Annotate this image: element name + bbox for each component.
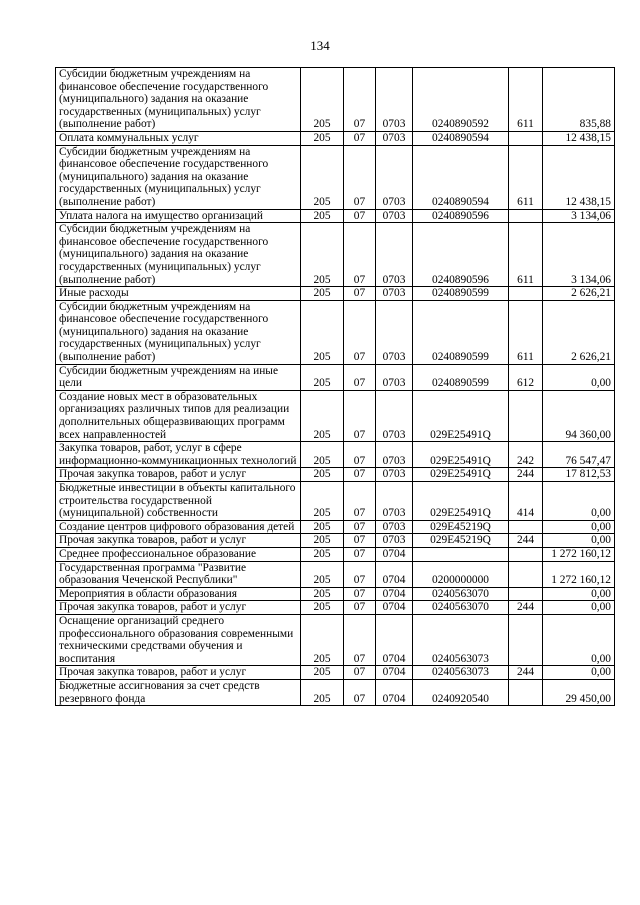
cell-expense-type: 611 <box>509 223 543 287</box>
cell-sum: 0,00 <box>543 587 615 601</box>
cell-target-article: 029E45219Q <box>413 534 509 548</box>
cell-expense-type: 244 <box>509 666 543 680</box>
cell-expense-type <box>509 209 543 223</box>
cell-section: 07 <box>344 287 376 301</box>
table-row <box>56 666 615 680</box>
cell-subsection: 0703 <box>376 131 413 145</box>
table-row <box>56 679 615 705</box>
table-row <box>56 364 615 390</box>
table-row <box>56 561 615 587</box>
cell-name: Субсидии бюджетным учреждениям на финансовое обеспечение государственного (муниципального) задания на оказание государственных (муниципальных) услуг (выполнение работ) <box>56 145 301 209</box>
cell-grbs: 205 <box>301 209 344 223</box>
cell-expense-type <box>509 520 543 534</box>
cell-grbs: 205 <box>301 300 344 364</box>
table-row <box>56 287 615 301</box>
cell-target-article: 029E45219Q <box>413 520 509 534</box>
cell-grbs: 205 <box>301 442 344 468</box>
cell-sum: 0,00 <box>543 520 615 534</box>
cell-sum: 835,88 <box>543 68 615 132</box>
cell-name: Субсидии бюджетным учреждениям на финансовое обеспечение государственного (муниципального) задания на оказание государственных (муниципальных) услуг (выполнение работ) <box>56 68 301 132</box>
cell-section: 07 <box>344 547 376 561</box>
cell-sum: 76 547,47 <box>543 442 615 468</box>
cell-name: Оснащение организаций среднего профессионального образования современными техническими средствами обучения и воспитания <box>56 614 301 665</box>
cell-section: 07 <box>344 364 376 390</box>
cell-name: Иные расходы <box>56 287 301 301</box>
cell-name: Субсидии бюджетным учреждениям на иные цели <box>56 364 301 390</box>
cell-section: 07 <box>344 390 376 441</box>
cell-sum: 0,00 <box>543 614 615 665</box>
cell-target-article: 0240890596 <box>413 209 509 223</box>
cell-subsection: 0703 <box>376 442 413 468</box>
cell-subsection: 0703 <box>376 520 413 534</box>
cell-sum: 3 134,06 <box>543 223 615 287</box>
cell-target-article: 0240890596 <box>413 223 509 287</box>
cell-grbs: 205 <box>301 468 344 482</box>
cell-section: 07 <box>344 561 376 587</box>
cell-section: 07 <box>344 614 376 665</box>
cell-section: 07 <box>344 587 376 601</box>
cell-section: 07 <box>344 601 376 615</box>
cell-expense-type <box>509 679 543 705</box>
cell-sum: 94 360,00 <box>543 390 615 441</box>
table-row <box>56 68 615 132</box>
cell-sum: 1 272 160,12 <box>543 547 615 561</box>
cell-section: 07 <box>344 209 376 223</box>
cell-grbs: 205 <box>301 520 344 534</box>
cell-expense-type <box>509 561 543 587</box>
cell-name: Государственная программа "Развитие образования Чеченской Республики" <box>56 561 301 587</box>
cell-expense-type <box>509 614 543 665</box>
cell-target-article: 0200000000 <box>413 561 509 587</box>
cell-grbs: 205 <box>301 561 344 587</box>
cell-expense-type: 244 <box>509 601 543 615</box>
cell-grbs: 205 <box>301 145 344 209</box>
table-row <box>56 131 615 145</box>
cell-target-article: 0240563070 <box>413 601 509 615</box>
cell-section: 07 <box>344 442 376 468</box>
cell-name: Уплата налога на имущество организаций <box>56 209 301 223</box>
cell-name: Мероприятия в области образования <box>56 587 301 601</box>
cell-sum: 29 450,00 <box>543 679 615 705</box>
cell-sum: 2 626,21 <box>543 300 615 364</box>
cell-name: Субсидии бюджетным учреждениям на финансовое обеспечение государственного (муниципального) задания на оказание государственных (муниципальных) услуг (выполнение работ) <box>56 300 301 364</box>
cell-subsection: 0704 <box>376 601 413 615</box>
cell-subsection: 0704 <box>376 679 413 705</box>
table-row <box>56 547 615 561</box>
cell-target-article: 0240563073 <box>413 614 509 665</box>
cell-sum: 3 134,06 <box>543 209 615 223</box>
cell-subsection: 0704 <box>376 614 413 665</box>
cell-subsection: 0704 <box>376 561 413 587</box>
cell-grbs: 205 <box>301 390 344 441</box>
cell-name: Создание центров цифрового образования детей <box>56 520 301 534</box>
cell-target-article: 0240890592 <box>413 68 509 132</box>
cell-expense-type: 414 <box>509 482 543 521</box>
cell-expense-type: 611 <box>509 145 543 209</box>
cell-target-article <box>413 547 509 561</box>
cell-sum: 0,00 <box>543 601 615 615</box>
cell-expense-type <box>509 131 543 145</box>
cell-expense-type <box>509 287 543 301</box>
cell-subsection: 0703 <box>376 287 413 301</box>
cell-sum: 0,00 <box>543 482 615 521</box>
cell-target-article: 029E25491Q <box>413 390 509 441</box>
table-row <box>56 614 615 665</box>
cell-name: Оплата коммунальных услуг <box>56 131 301 145</box>
cell-name: Прочая закупка товаров, работ и услуг <box>56 534 301 548</box>
cell-section: 07 <box>344 482 376 521</box>
cell-sum: 0,00 <box>543 364 615 390</box>
cell-section: 07 <box>344 534 376 548</box>
cell-section: 07 <box>344 300 376 364</box>
cell-subsection: 0703 <box>376 534 413 548</box>
cell-subsection: 0703 <box>376 300 413 364</box>
cell-grbs: 205 <box>301 131 344 145</box>
cell-target-article: 0240563070 <box>413 587 509 601</box>
table-row <box>56 468 615 482</box>
cell-grbs: 205 <box>301 223 344 287</box>
cell-sum: 12 438,15 <box>543 145 615 209</box>
cell-target-article: 029E25491Q <box>413 442 509 468</box>
cell-subsection: 0703 <box>376 145 413 209</box>
table-row <box>56 223 615 287</box>
cell-section: 07 <box>344 679 376 705</box>
cell-expense-type: 611 <box>509 300 543 364</box>
cell-subsection: 0703 <box>376 468 413 482</box>
cell-expense-type: 612 <box>509 364 543 390</box>
cell-subsection: 0703 <box>376 223 413 287</box>
cell-section: 07 <box>344 468 376 482</box>
cell-expense-type: 244 <box>509 534 543 548</box>
cell-expense-type: 242 <box>509 442 543 468</box>
cell-section: 07 <box>344 520 376 534</box>
cell-target-article: 029E25491Q <box>413 468 509 482</box>
table-row <box>56 442 615 468</box>
cell-expense-type <box>509 390 543 441</box>
cell-sum: 0,00 <box>543 534 615 548</box>
cell-section: 07 <box>344 145 376 209</box>
cell-grbs: 205 <box>301 547 344 561</box>
cell-sum: 1 272 160,12 <box>543 561 615 587</box>
cell-expense-type: 244 <box>509 468 543 482</box>
table-row <box>56 390 615 441</box>
cell-name: Закупка товаров, работ, услуг в сфере информационно-коммуникационных технологий <box>56 442 301 468</box>
table-row <box>56 482 615 521</box>
cell-grbs: 205 <box>301 666 344 680</box>
cell-sum: 17 812,53 <box>543 468 615 482</box>
cell-name: Прочая закупка товаров, работ и услуг <box>56 666 301 680</box>
table-row <box>56 534 615 548</box>
cell-subsection: 0703 <box>376 390 413 441</box>
cell-grbs: 205 <box>301 68 344 132</box>
cell-section: 07 <box>344 666 376 680</box>
cell-target-article: 0240890599 <box>413 300 509 364</box>
table-row <box>56 209 615 223</box>
cell-expense-type <box>509 587 543 601</box>
cell-target-article: 0240890594 <box>413 131 509 145</box>
cell-grbs: 205 <box>301 364 344 390</box>
cell-target-article: 0240920540 <box>413 679 509 705</box>
cell-target-article: 0240890599 <box>413 364 509 390</box>
cell-grbs: 205 <box>301 482 344 521</box>
cell-subsection: 0704 <box>376 587 413 601</box>
cell-target-article: 029E25491Q <box>413 482 509 521</box>
cell-subsection: 0703 <box>376 482 413 521</box>
cell-subsection: 0703 <box>376 68 413 132</box>
cell-name: Прочая закупка товаров, работ и услуг <box>56 601 301 615</box>
cell-name: Бюджетные инвестиции в объекты капитального строительства государственной (муниципальной) собственности <box>56 482 301 521</box>
cell-expense-type: 611 <box>509 68 543 132</box>
cell-expense-type <box>509 547 543 561</box>
cell-grbs: 205 <box>301 679 344 705</box>
cell-sum: 0,00 <box>543 666 615 680</box>
cell-target-article: 0240890599 <box>413 287 509 301</box>
cell-section: 07 <box>344 223 376 287</box>
cell-target-article: 0240890594 <box>413 145 509 209</box>
page-number: 134 <box>310 38 330 53</box>
table-row <box>56 520 615 534</box>
cell-section: 07 <box>344 68 376 132</box>
cell-name: Бюджетные ассигнования за счет средств резервного фонда <box>56 679 301 705</box>
cell-section: 07 <box>344 131 376 145</box>
cell-grbs: 205 <box>301 601 344 615</box>
cell-subsection: 0703 <box>376 209 413 223</box>
cell-target-article: 0240563073 <box>413 666 509 680</box>
table-row <box>56 145 615 209</box>
cell-name: Субсидии бюджетным учреждениям на финансовое обеспечение государственного (муниципального) задания на оказание государственных (муниципальных) услуг (выполнение работ) <box>56 223 301 287</box>
cell-sum: 12 438,15 <box>543 131 615 145</box>
cell-name: Среднее профессиональное образование <box>56 547 301 561</box>
cell-name: Прочая закупка товаров, работ и услуг <box>56 468 301 482</box>
cell-grbs: 205 <box>301 614 344 665</box>
cell-grbs: 205 <box>301 287 344 301</box>
table-row <box>56 300 615 364</box>
cell-subsection: 0704 <box>376 547 413 561</box>
cell-subsection: 0704 <box>376 666 413 680</box>
cell-name: Создание новых мест в образовательных организациях различных типов для реализации дополнительных общеразвивающих программ всех направленностей <box>56 390 301 441</box>
budget-table <box>55 67 615 706</box>
table-row <box>56 601 615 615</box>
cell-grbs: 205 <box>301 587 344 601</box>
cell-grbs: 205 <box>301 534 344 548</box>
table-row <box>56 587 615 601</box>
cell-subsection: 0703 <box>376 364 413 390</box>
cell-sum: 2 626,21 <box>543 287 615 301</box>
